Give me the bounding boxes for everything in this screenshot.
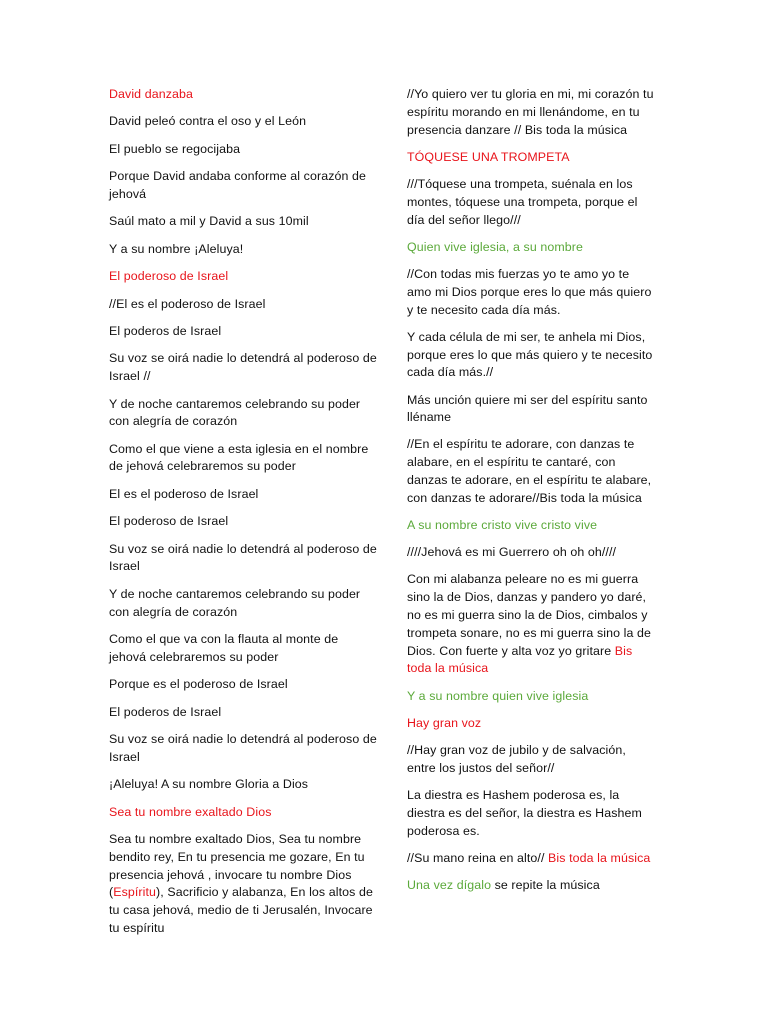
lyric-paragraph: Más unción quiere mi ser del espíritu santo lléname <box>407 392 648 425</box>
lyric-paragraph <box>109 831 377 938</box>
lyric-paragraph: Y de noche cantaremos celebrando su poder con alegría de corazón <box>109 586 361 619</box>
lyric-paragraph: //Hay gran voz de jubilo y de salvación, entre los justos del señor// <box>407 742 626 775</box>
lyric-paragraph: La diestra es Hashem poderosa es, la diestra es del señor, la diestra es Hashem poderosa es. <box>407 787 642 838</box>
lyric-paragraph: El es el poderoso de Israel <box>109 486 259 501</box>
lyric-paragraph <box>407 850 657 868</box>
highlighted-text: Bis toda la música <box>407 643 633 676</box>
highlighted-text: Bis toda la música <box>548 850 651 865</box>
lyric-paragraph: ///Tóquese una trompeta, suénala en los montes, tóquese una trompeta, porque el día del señor llego/// <box>407 176 638 227</box>
lyric-paragraph: El pueblo se regocijaba <box>109 141 241 156</box>
lyric-paragraph: Saúl mato a mil y David a sus 10mil <box>109 214 309 229</box>
section-heading: Hay gran voz <box>407 715 482 730</box>
lyric-paragraph: Y de noche cantaremos celebrando su poder con alegría de corazón <box>109 396 361 429</box>
text-run: Sea tu nombre exaltado Dios, Sea tu nombre bendito rey, En tu presencia me gozare, En tu presencia jehová , invocare tu nombre Dios ( <box>109 831 365 900</box>
lyric-paragraph: David peleó contra el oso y el León <box>109 114 307 129</box>
section-heading: TÓQUESE UNA TROMPETA <box>407 149 570 164</box>
left-column <box>109 86 377 947</box>
lyric-paragraph: ¡Aleluya! A su nombre Gloria a Dios <box>109 777 309 792</box>
section-heading: Sea tu nombre exaltado Dios <box>109 804 272 819</box>
highlighted-text: Espíritu <box>113 885 157 900</box>
lyric-paragraph: //Yo quiero ver tu gloria en mi, mi corazón tu espíritu morando en mi llenándome, en tu presencia danzare // Bis toda la música <box>407 87 654 137</box>
lyric-paragraph: //El es el poderoso de Israel <box>109 296 266 311</box>
lyric-paragraph: //En el espíritu te adorare, con danzas te alabare, en el espíritu te cantaré, con danzas te adorare, en el espíritu te alabare, con danzas te adorare//Bis toda la música <box>407 437 652 505</box>
right-column <box>407 86 657 904</box>
highlighted-text: Una vez dígalo <box>407 877 492 892</box>
lyric-paragraph: El poderos de Israel <box>109 704 222 719</box>
lyric-paragraph: Como el que viene a esta iglesia en el nombre de jehová celebraremos su poder <box>109 441 369 474</box>
section-heading: A su nombre cristo vive cristo vive <box>407 518 598 533</box>
lyric-paragraph: Y cada célula de mi ser, te anhela mi Dios, porque eres lo que más quiero y te necesito cada día más.// <box>407 329 653 380</box>
text-run: ), Sacrificio y alabanza, En los altos de tu casa jehová, medio de ti Jerusalén, Invocare tu espíritu <box>109 885 373 935</box>
lyric-paragraph: Su voz se oirá nadie lo detendrá al poderoso de Israel <box>109 541 377 574</box>
text-run: //Su mano reina en alto// <box>407 850 549 865</box>
lyric-paragraph: Como el que va con la flauta al monte de jehová celebraremos su poder <box>109 632 339 664</box>
section-heading: El poderoso de Israel <box>109 269 229 284</box>
section-heading: Quien vive iglesia, a su nombre <box>407 239 583 254</box>
lyric-paragraph <box>407 877 657 895</box>
text-run: Con mi alabanza peleare no es mi guerra sino la de Dios, danzas y pandero yo daré, no es mi guerra sino la de Dios, cimbalos y trompeta sonare, no es mi guerra sino la de Dios. Con fuerte y alta voz yo gritare <box>407 572 651 658</box>
lyric-paragraph: Su voz se oirá nadie lo detendrá al poderoso de Israel <box>109 732 377 764</box>
lyric-paragraph <box>407 571 657 678</box>
text-run: se repite la música <box>491 877 600 892</box>
section-heading: David danzaba <box>109 87 193 101</box>
section-heading: Y a su nombre quien vive iglesia <box>407 688 589 703</box>
lyric-paragraph: Porque es el poderoso de Israel <box>109 677 288 692</box>
lyric-paragraph: Y a su nombre ¡Aleluya! <box>109 241 244 256</box>
lyric-paragraph: El poderoso de Israel <box>109 514 229 529</box>
lyric-paragraph: Porque David andaba conforme al corazón de jehová <box>109 169 366 201</box>
lyric-paragraph: El poderos de Israel <box>109 323 222 338</box>
lyric-paragraph: Su voz se oirá nadie lo detendrá al poderoso de Israel // <box>109 351 377 384</box>
lyric-paragraph: //Con todas mis fuerzas yo te amo yo te amo mi Dios porque eres lo que más quiero y te necesito cada día más. <box>407 266 652 317</box>
lyric-paragraph: ////Jehová es mi Guerrero oh oh oh//// <box>407 545 617 560</box>
